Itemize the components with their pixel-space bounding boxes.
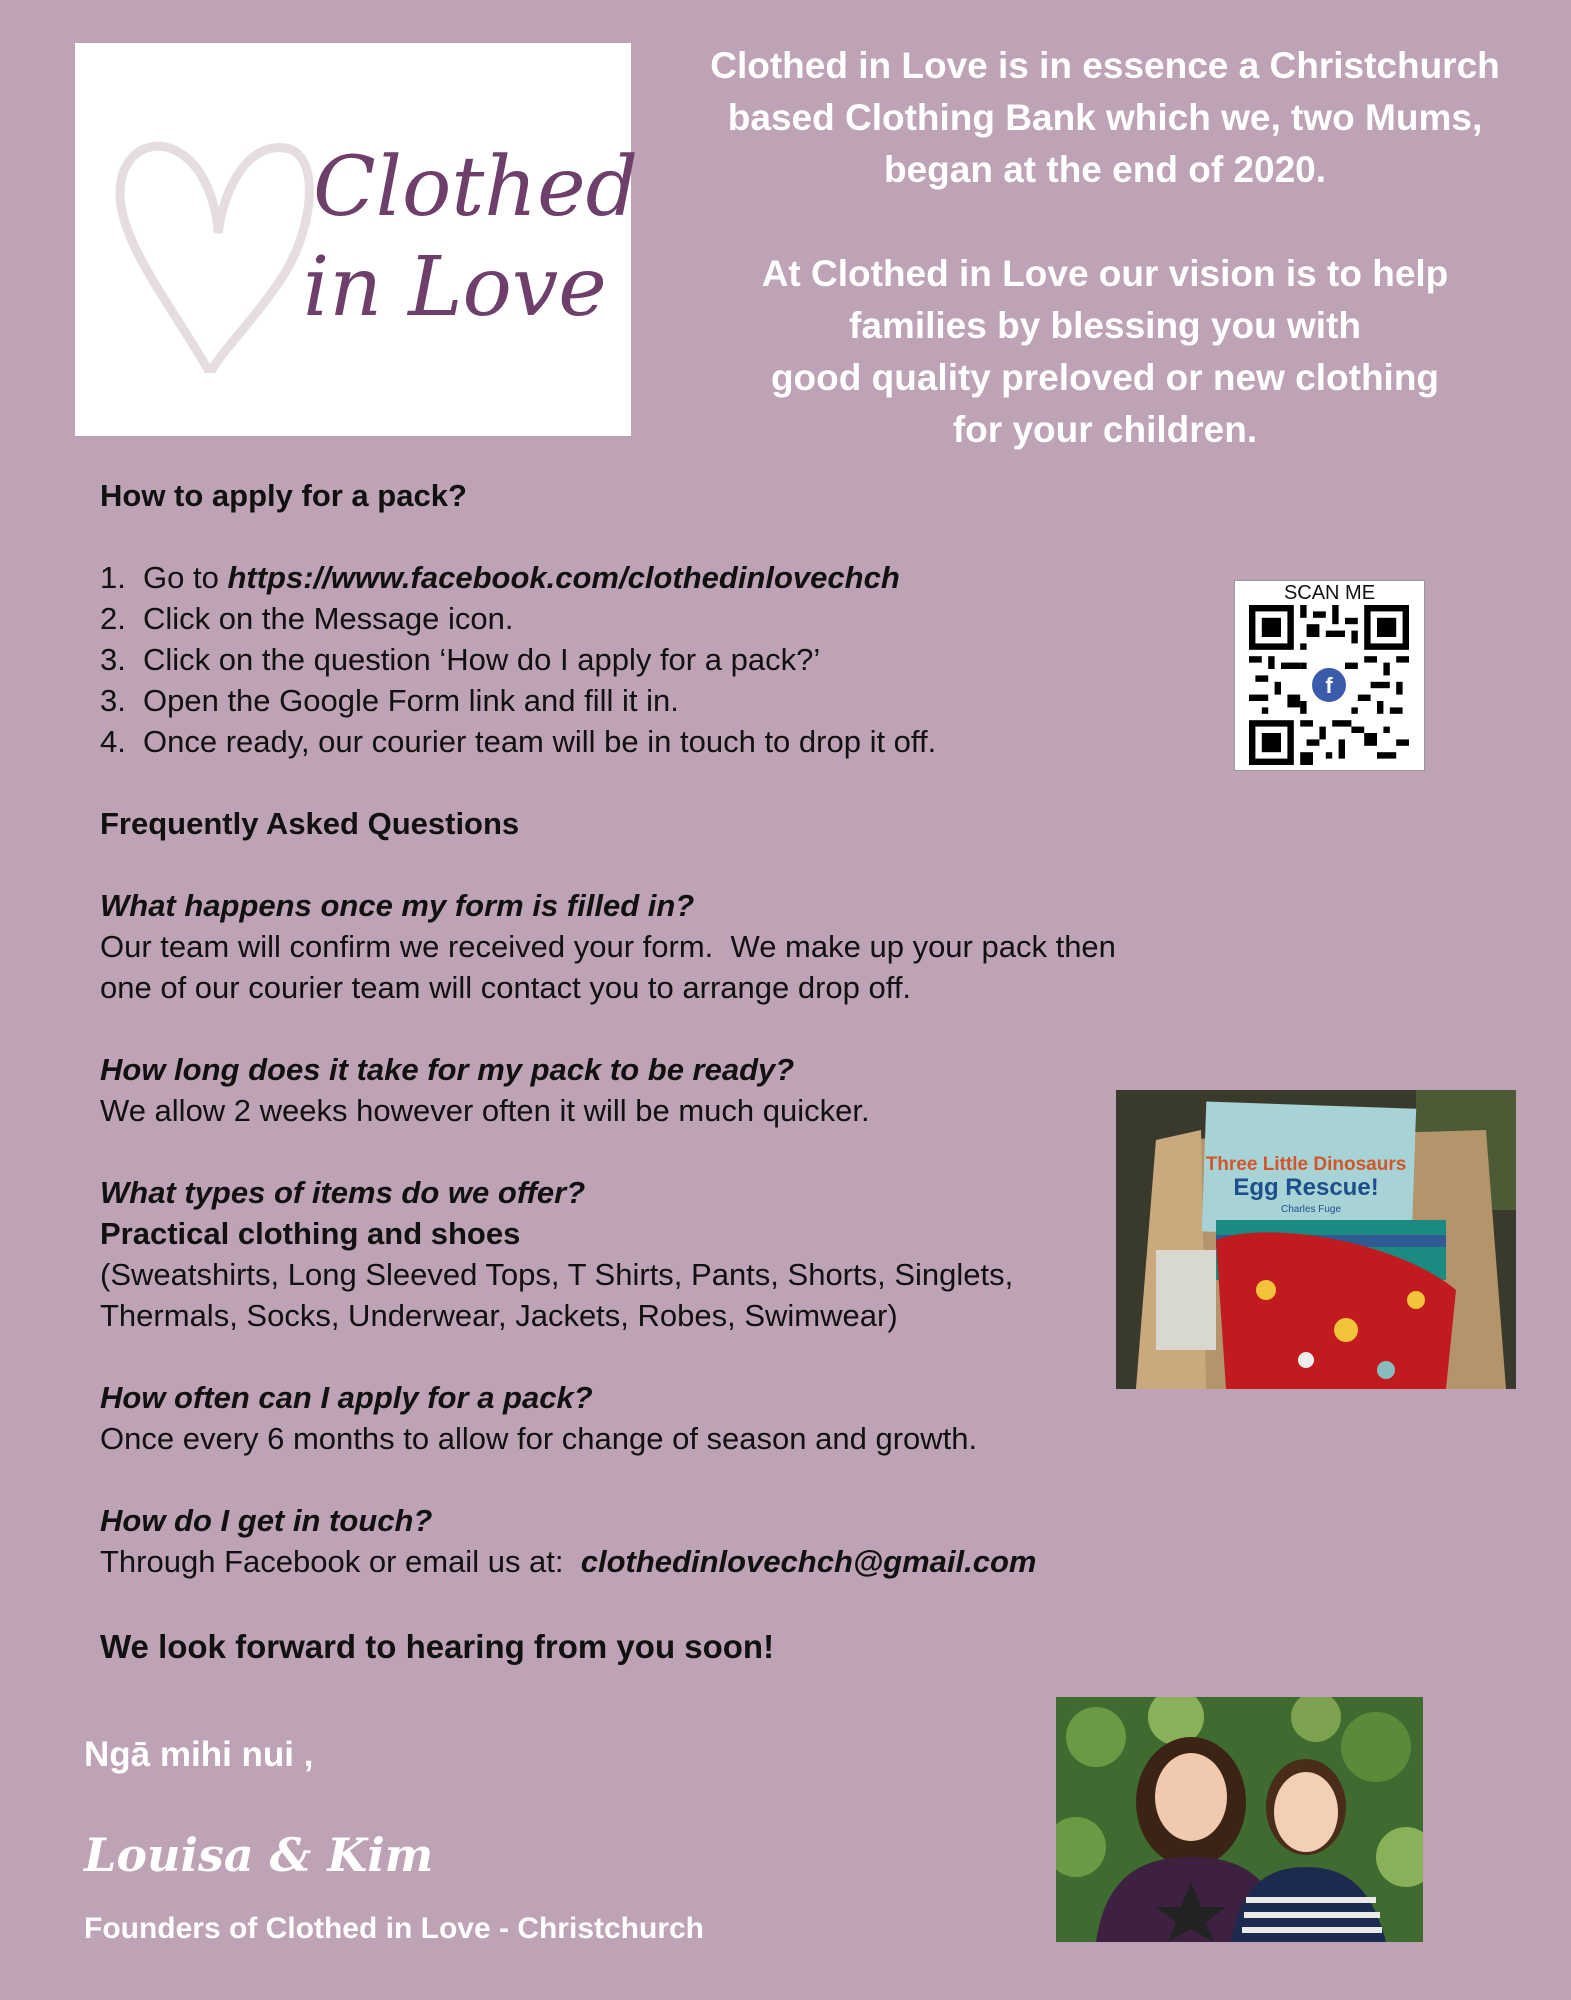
faq-answer-heading: Practical clothing and shoes xyxy=(100,1216,521,1251)
faq-question: How long does it take for my pack to be ready? xyxy=(100,1052,795,1087)
step-number: 1. xyxy=(100,560,126,595)
founders-caption: Founders of Clothed in Love - Christchurch xyxy=(84,1912,705,1945)
intro-paragraph-2: At Clothed in Love our vision is to help families by blessing you with good quality preloved or new clothing for your children. xyxy=(761,253,1449,450)
step-text: Open the Google Form link and fill it in. xyxy=(143,683,679,718)
book-title-line1: Three Little Dinosaurs xyxy=(1205,1154,1407,1175)
faq-question: What types of items do we offer? xyxy=(100,1175,586,1210)
qr-code[interactable] xyxy=(1234,580,1425,771)
logo-wordmark xyxy=(303,138,639,338)
facebook-icon xyxy=(1310,666,1348,704)
apply-heading: How to apply for a pack? xyxy=(100,478,467,513)
clothing-pack-illustration xyxy=(1116,1090,1516,1389)
step-number: 3. xyxy=(100,642,126,677)
book-author: Charles Fuge xyxy=(1280,1204,1342,1215)
book-title-line2: Egg Rescue! xyxy=(1233,1174,1379,1201)
step-text: Once ready, our courier team will be in touch to drop it off. xyxy=(143,724,937,759)
logo xyxy=(75,43,639,436)
step-text: Click on the Message icon. xyxy=(143,601,514,636)
faq-answer xyxy=(100,1541,1280,1582)
signature: Louisa & Kim xyxy=(84,1828,434,1882)
apply-step xyxy=(100,639,1280,680)
step-text: Click on the question ‘How do I apply for a pack?’ xyxy=(143,642,821,677)
founders-illustration xyxy=(1056,1697,1423,1942)
clothing-pack-photo xyxy=(1116,1090,1516,1389)
svg-text:f: f xyxy=(1325,673,1333,698)
apply-step xyxy=(100,598,1280,639)
faq-answer: We allow 2 weeks however often it will be much quicker. xyxy=(100,1093,870,1128)
faq-answer: Once every 6 months to allow for change of season and growth. xyxy=(100,1421,978,1456)
intro-paragraph-1: Clothed in Love is in essence a Christchurch based Clothing Bank which we, two Mums, began at the end of 2020. xyxy=(710,45,1500,190)
step-number: 3. xyxy=(100,683,126,718)
faq-heading: Frequently Asked Questions xyxy=(100,806,520,841)
faq-question: How do I get in touch? xyxy=(100,1503,433,1538)
faq-answer: Thermals, Socks, Underwear, Jackets, Robes, Swimwear) xyxy=(100,1298,898,1333)
closing-line: We look forward to hearing from you soon! xyxy=(100,1628,775,1665)
apply-step xyxy=(100,721,1280,762)
main-content xyxy=(100,475,1280,1667)
email-link[interactable]: clothedinlovechch@gmail.com xyxy=(580,1544,1037,1579)
greeting: Ngā mihi nui , xyxy=(84,1735,314,1774)
step-number: 4. xyxy=(100,724,126,759)
logo-line1: Clothed xyxy=(313,140,639,235)
apply-steps xyxy=(100,557,1280,762)
faq-answer: Our team will confirm we received your form. We make up your pack then xyxy=(100,929,1116,964)
facebook-link[interactable]: https://www.facebook.com/clothedinlovechch xyxy=(227,560,900,595)
contact-text: Through Facebook or email us at: xyxy=(100,1544,581,1579)
step-text: Go to xyxy=(143,560,228,595)
logo-line2: in Love xyxy=(303,240,607,335)
faq-answer: (Sweatshirts, Long Sleeved Tops, T Shirts, Pants, Shorts, Singlets, xyxy=(100,1257,1014,1292)
qr-label: SCAN ME xyxy=(1283,582,1376,604)
step-number: 2. xyxy=(100,601,126,636)
founders-photo xyxy=(1056,1697,1423,1942)
intro xyxy=(680,40,1530,456)
faq-answer: one of our courier team will contact you to arrange drop off. xyxy=(100,970,912,1005)
heart-outline-icon xyxy=(100,103,330,373)
apply-step xyxy=(100,680,1280,721)
faq-question: What happens once my form is filled in? xyxy=(100,888,695,923)
faq-question: How often can I apply for a pack? xyxy=(100,1380,593,1415)
apply-step xyxy=(100,557,1280,598)
